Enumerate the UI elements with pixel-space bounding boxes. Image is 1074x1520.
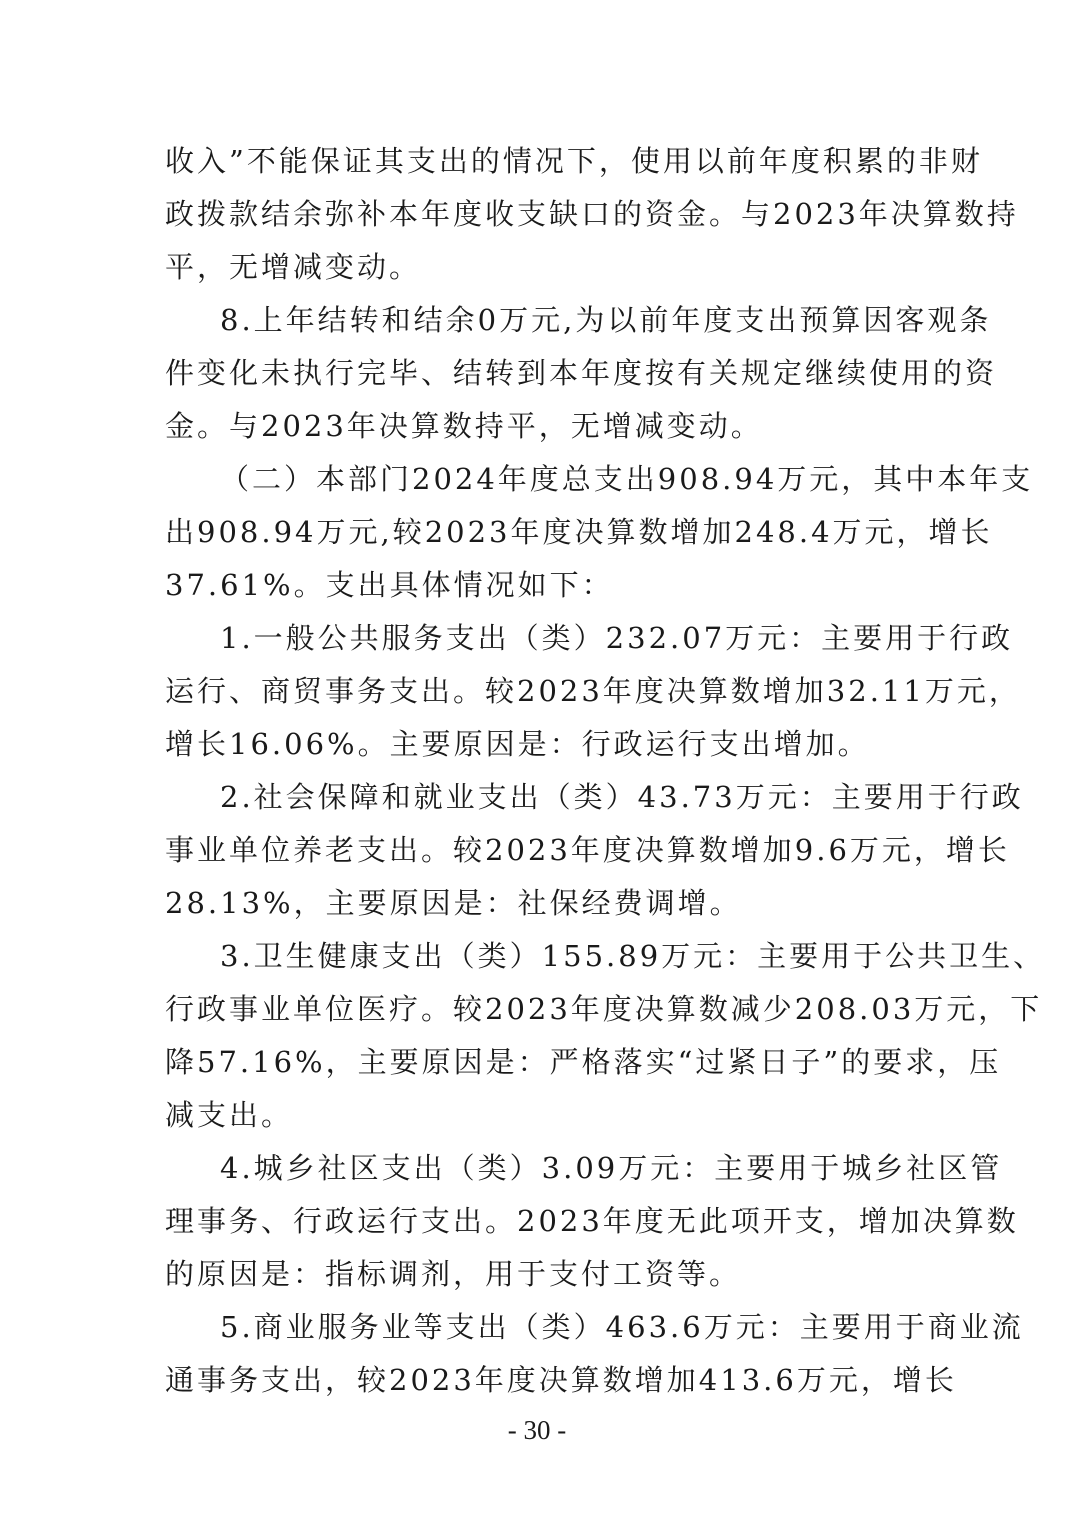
paragraph-start-line: 3.卫生健康支出（类）155.89万元：主要用于公共卫生、 <box>220 939 1046 973</box>
text-line: 出908.94万元,较2023年度决算数增加248.4万元，增长 <box>165 515 993 549</box>
paragraph-start-line: 8.上年结转和结余0万元,为以前年度支出预算因客观条 <box>220 303 992 337</box>
text-line: 的原因是：指标调剂，用于支付工资等。 <box>165 1257 742 1291</box>
text-line: 件变化未执行完毕、结转到本年度按有关规定继续使用的资 <box>165 356 998 390</box>
text-line: 减支出。 <box>165 1098 294 1132</box>
paragraph-start-line: 4.城乡社区支出（类）3.09万元：主要用于城乡社区管 <box>220 1151 1003 1185</box>
text-line: 增长16.06%。主要原因是：行政运行支出增加。 <box>165 727 870 761</box>
page-number: - 30 - <box>507 1415 567 1445</box>
text-line: 运行、商贸事务支出。较2023年度决算数增加32.11万元， <box>165 674 1021 708</box>
section-heading-line: （二）本部门2024年度总支出908.94万元，其中本年支 <box>220 462 1034 496</box>
text-line: 金。与2023年决算数持平，无增减变动。 <box>165 409 763 443</box>
text-line: 政拨款结余弥补本年度收支缺口的资金。与2023年决算数持 <box>165 197 1019 231</box>
text-line: 理事务、行政运行支出。2023年度无此项开支，增加决算数 <box>165 1204 1019 1238</box>
paragraph-start-line: 2.社会保障和就业支出（类）43.73万元：主要用于行政 <box>220 780 1024 814</box>
paragraph-start-line: 5.商业服务业等支出（类）463.6万元：主要用于商业流 <box>220 1310 1024 1344</box>
paragraph-start-line: 1.一般公共服务支出（类）232.07万元：主要用于行政 <box>220 621 1014 655</box>
text-line: 28.13%，主要原因是：社保经费调增。 <box>165 886 742 920</box>
text-line: 收入”不能保证其支出的情况下，使用以前年度积累的非财 <box>165 144 983 178</box>
text-line: 事业单位养老支出。较2023年度决算数增加9.6万元，增长 <box>165 833 1010 867</box>
text-line: 行政事业单位医疗。较2023年度决算数减少208.03万元，下 <box>165 992 1043 1026</box>
text-line: 37.61%。支出具体情况如下： <box>165 568 614 602</box>
text-line: 降57.16%，主要原因是：严格落实“过紧日子”的要求，压 <box>165 1045 1002 1079</box>
text-line: 平，无增减变动。 <box>165 250 422 284</box>
text-line: 通事务支出，较2023年度决算数增加413.6万元，增长 <box>165 1363 957 1397</box>
